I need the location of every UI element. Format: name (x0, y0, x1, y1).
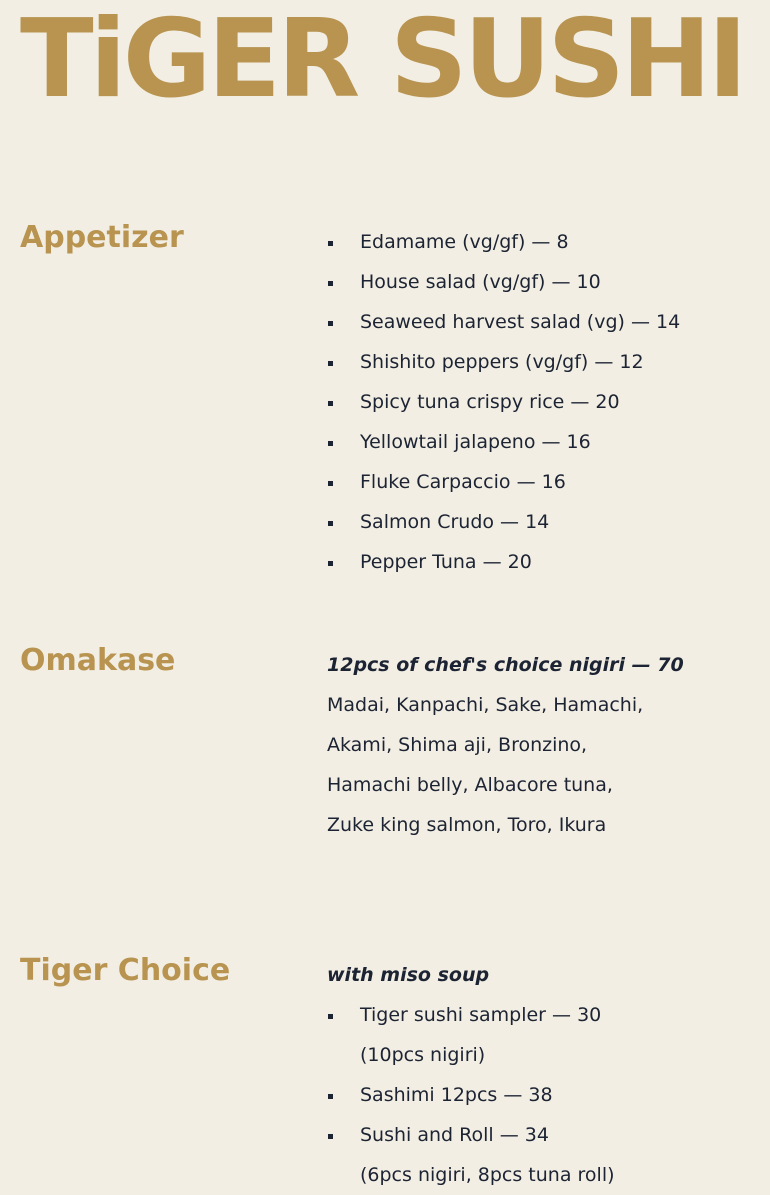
menu-item (327, 302, 757, 342)
restaurant-logo-title: TiGER SUSHI (20, 0, 744, 122)
bullet-icon (328, 521, 333, 526)
menu-item (327, 422, 757, 462)
bullet-icon (328, 401, 333, 406)
omakase-line-3: Hamachi belly, Albacore tuna, (327, 774, 613, 796)
menu-item-note: (6pcs nigiri, 8pcs tuna roll) (360, 1164, 615, 1186)
menu-item-note: (10pcs nigiri) (360, 1044, 486, 1066)
tiger-choice-items (327, 995, 757, 1195)
section-title-tiger-choice: Tiger Choice (20, 953, 231, 988)
bullet-icon (328, 281, 333, 286)
menu-item (327, 462, 757, 502)
tiger-choice-subtitle: with miso soup (327, 964, 490, 986)
menu-item (327, 995, 757, 1075)
bullet-icon (328, 441, 333, 446)
appetizer-list (327, 222, 757, 582)
menu-item (327, 262, 757, 302)
menu-item (327, 542, 757, 582)
omakase-line-2: Akami, Shima aji, Bronzino, (327, 734, 588, 756)
bullet-icon (328, 1014, 333, 1019)
menu-item (327, 1115, 757, 1195)
menu-item-name: Spicy tuna crispy rice — 20 (360, 391, 620, 413)
menu-item-name: Edamame (vg/gf) — 8 (360, 231, 569, 253)
appetizer-items (327, 222, 757, 582)
section-title-omakase: Omakase (20, 643, 176, 678)
omakase-content (327, 645, 757, 845)
bullet-icon (328, 561, 333, 566)
section-title-appetizer: Appetizer (20, 220, 184, 255)
menu-item (327, 342, 757, 382)
menu-item-name: Fluke Carpaccio — 16 (360, 471, 566, 493)
menu-item (327, 1075, 757, 1115)
menu-item-name: Sushi and Roll — 34 (360, 1124, 549, 1146)
bullet-icon (328, 241, 333, 246)
menu-item-name: Shishito peppers (vg/gf) — 12 (360, 351, 644, 373)
bullet-icon (328, 361, 333, 366)
menu-item-name: Sashimi 12pcs — 38 (360, 1084, 553, 1106)
omakase-line-1: Madai, Kanpachi, Sake, Hamachi, (327, 694, 644, 716)
omakase-subtitle: 12pcs of chef's choice nigiri — 70 (327, 654, 684, 676)
menu-item-name: Pepper Tuna — 20 (360, 551, 532, 573)
menu-item-name: Yellowtail jalapeno — 16 (360, 431, 591, 453)
bullet-icon (328, 1094, 333, 1099)
menu-item-name: House salad (vg/gf) — 10 (360, 271, 601, 293)
menu-item-name: Seaweed harvest salad (vg) — 14 (360, 311, 681, 333)
bullet-icon (328, 1134, 333, 1139)
menu-item (327, 222, 757, 262)
menu-item (327, 502, 757, 542)
menu-item-name: Tiger sushi sampler — 30 (360, 1004, 602, 1026)
menu-item-name: Salmon Crudo — 14 (360, 511, 550, 533)
menu-item (327, 382, 757, 422)
bullet-icon (328, 321, 333, 326)
tiger-choice-content (327, 955, 757, 1195)
bullet-icon (328, 481, 333, 486)
omakase-line-4: Zuke king salmon, Toro, Ikura (327, 814, 607, 836)
